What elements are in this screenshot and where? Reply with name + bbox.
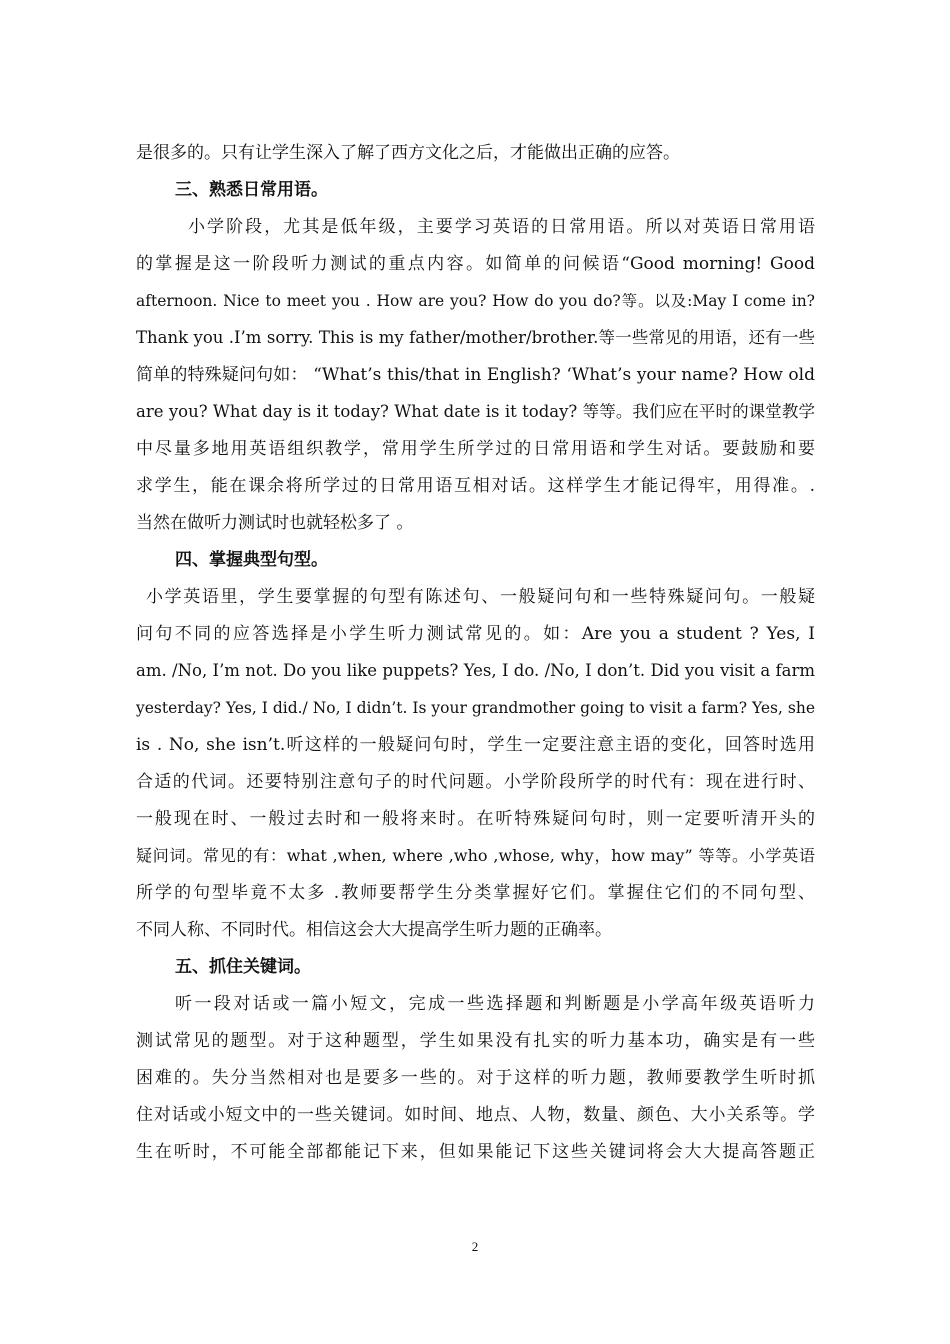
paragraph-line: 听一段对话或一篇小短文，完成一些选择题和判断题是小学高年级英语听力 xyxy=(175,994,815,1014)
paragraph-line: 所学的句型毕竟不太多 .教师要帮学生分类掌握好它们。掌握住它们的不同句型、 xyxy=(136,883,815,903)
paragraph-line: 住对话或小短文中的一些关键词。如时间、地点、人物，数量、颜色、大小关系等。学 xyxy=(136,1105,815,1125)
paragraph-line: 测试常见的题型。对于这种题型，学生如果没有扎实的听力基本功，确实是有一些 xyxy=(136,1031,815,1051)
paragraph-line: 问句不同的应答选择是小学生听力测试常见的。如：Are you a student ? Yes, I xyxy=(136,624,815,644)
paragraph-line: 困难的。失分当然相对也是要多一些的。对于这样的听力题，教师要教学生听时抓 xyxy=(136,1068,815,1088)
paragraph-line: 小学英语里，学生要掌握的句型有陈述句、一般疑问句和一些特殊疑问句。一般疑 xyxy=(146,587,815,607)
paragraph-line: 的掌握是这一阶段听力测试的重点内容。如简单的问候语“Good morning! Good xyxy=(136,254,815,274)
page-number: 2 xyxy=(471,1239,479,1254)
paragraph-line: 一般现在时、一般过去时和一般将来时。在听特殊疑问句时，则一定要听清开头的 xyxy=(136,809,815,829)
paragraph-line: 疑问词。常见的有：what ,when, where ,who ,whose, why，how may” 等等。小学英语 xyxy=(136,846,815,865)
paragraph-line: afternoon. Nice to meet you . How are you? How do you do?等。以及:May I come in? xyxy=(136,292,815,310)
paragraph-line: 生在听时，不可能全部都能记下来，但如果能记下这些关键词将会大大提高答题正 xyxy=(136,1142,815,1162)
paragraph-line: 当然在做听力测试时也就轻松多了 。 xyxy=(136,513,414,533)
paragraph-line: 简单的特殊疑问句如： “What’s this/that in English? ‘What’s your name? How old xyxy=(136,365,815,385)
paragraph-line: is . No, she isn’t.听这样的一般疑问句时，学生一定要注意主语的变化，回答时选用 xyxy=(136,735,815,755)
section-heading-3: 三、熟悉日常用语。 xyxy=(175,180,328,200)
paragraph-line: yesterday? Yes, I did./ No, I didn’t. Is your grandmother going to visit a farm? Yes, she xyxy=(136,699,815,717)
paragraph-line: 是很多的。只有让学生深入了解了西方文化之后，才能做出正确的应答。 xyxy=(136,143,680,163)
section-heading-5: 五、抓住关键词。 xyxy=(175,957,311,977)
paragraph-line: 求学生，能在课余将所学过的日常用语互相对话。这样学生才能记得牢，用得准。. xyxy=(136,476,815,496)
section-heading-4: 四、掌握典型句型。 xyxy=(175,550,328,570)
paragraph-line: Thank you .I’m sorry. This is my father/mother/brother.等一些常见的用语，还有一些 xyxy=(136,328,815,347)
paragraph-line: 中尽量多地用英语组织教学，常用学生所学过的日常用语和学生对话。要鼓励和要 xyxy=(136,439,815,459)
paragraph-line: are you? What day is it today? What date is it today? 等等。我们应在平时的课堂教学 xyxy=(136,402,815,421)
paragraph-line: am. /No, I’m not. Do you like puppets? Yes, I do. /No, I don’t. Did you visit a farm xyxy=(136,661,815,680)
paragraph-line: 合适的代词。还要特别注意句子的时代问题。小学阶段所学的时代有：现在进行时、 xyxy=(136,772,815,792)
paragraph-line: 不同人称、不同时代。相信这会大大提高学生听力题的正确率。 xyxy=(136,920,612,940)
paragraph-line: 小学阶段，尤其是低年级，主要学习英语的日常用语。所以对英语日常用语 xyxy=(188,217,815,237)
